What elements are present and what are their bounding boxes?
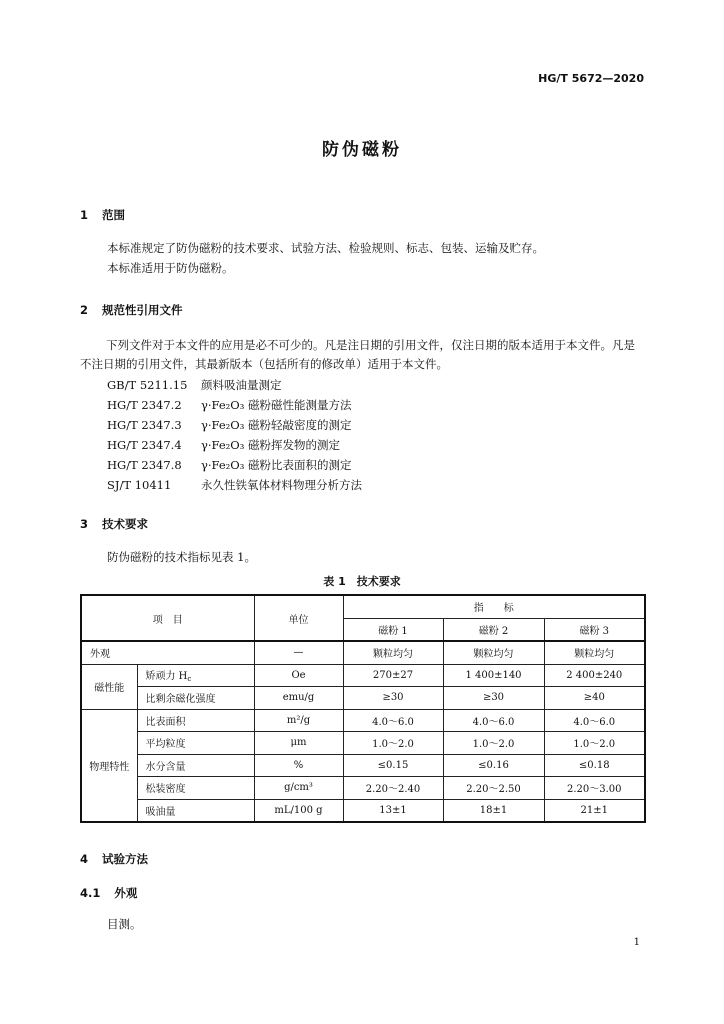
value-cell: 270±27: [343, 664, 443, 687]
unit-cell: %: [254, 754, 343, 777]
reference-title: 颜料吸油量测定: [201, 378, 282, 392]
section-2-intro: 下列文件对于本文件的应用是必不可少的。凡是注日期的引用文件，仅注日期的版本适用于本文件。凡是不注日期的引用文件，其最新版本（包括所有的修改单）适用于本文件。: [80, 338, 635, 371]
table-row: [81, 641, 645, 664]
group-label-physical: 物理特性: [81, 709, 137, 822]
document-title: 防伪磁粉: [322, 140, 402, 160]
item-name: 比剩余磁化强度: [137, 687, 254, 710]
reference-title: γ·Fe₂O₃ 磁粉挥发物的测定: [201, 438, 340, 452]
header-col: 磁粉 1: [343, 618, 443, 641]
table-row: [81, 732, 645, 755]
value-cell: 2.20～2.40: [343, 777, 443, 800]
value-cell: 13±1: [343, 799, 443, 822]
value-cell: 1.0～2.0: [544, 732, 645, 755]
value-cell: 4.0～6.0: [443, 709, 544, 732]
table-row: [81, 754, 645, 777]
value-cell: 1.0～2.0: [443, 732, 544, 755]
unit-cell: emu/g: [254, 687, 343, 710]
value-cell: ≤0.18: [544, 754, 645, 777]
reference-title: γ·Fe₂O₃ 磁粉比表面积的测定: [201, 458, 352, 472]
item-name-text: 矫顽力 H: [145, 671, 188, 683]
value-cell: 颗粒均匀: [343, 641, 443, 664]
table-row: [81, 799, 645, 822]
table-row: [81, 777, 645, 800]
unit-cell: —: [254, 641, 343, 664]
section-number: 4.1: [80, 886, 101, 900]
value-cell: ≥40: [544, 687, 645, 710]
table-header-row: [81, 595, 645, 618]
value-cell: 1.0～2.0: [343, 732, 443, 755]
section-title: 规范性引用文件: [102, 303, 183, 317]
item-name: 松装密度: [137, 777, 254, 800]
reference-item: [107, 437, 340, 453]
unit-cell: Oe: [254, 664, 343, 687]
table-row: [81, 664, 645, 687]
section-number: 3: [80, 517, 89, 531]
value-cell: 4.0～6.0: [343, 709, 443, 732]
value-cell: 颗粒均匀: [544, 641, 645, 664]
reference-code: HG/T 2347.3: [107, 418, 182, 432]
section-title: 技术要求: [102, 517, 149, 531]
section-title: 范围: [102, 208, 126, 222]
reference-code: HG/T 2347.2: [107, 398, 182, 412]
value-cell: ≤0.16: [443, 754, 544, 777]
section-1-paragraph-1: 本标准规定了防伪磁粉的技术要求、试验方法、检验规则、标志、包装、运输及贮存。: [107, 241, 544, 255]
reference-code: SJ/T 10411: [107, 478, 172, 492]
value-cell: 颗粒均匀: [443, 641, 544, 664]
header-item: 项 目: [81, 595, 254, 641]
standard-code: HG/T 5672—2020: [538, 72, 644, 85]
group-label-magnetic: 磁性能: [81, 664, 137, 709]
reference-title: γ·Fe₂O₃ 磁粉磁性能测量方法: [201, 398, 352, 412]
section-3-heading: [80, 516, 148, 532]
section-4-heading: [80, 851, 148, 867]
item-name: 比表面积: [137, 709, 254, 732]
reference-title: γ·Fe₂O₃ 磁粉轻敲密度的测定: [201, 418, 352, 432]
item-name: 水分含量: [137, 754, 254, 777]
reference-code: HG/T 2347.4: [107, 438, 182, 452]
item-name: [137, 664, 254, 687]
section-number: 4: [80, 852, 89, 866]
value-cell: 18±1: [443, 799, 544, 822]
item-name-subscript: c: [187, 675, 192, 684]
reference-item: [107, 397, 352, 413]
table-caption: 表 1 技术要求: [323, 575, 401, 588]
header-col: 磁粉 3: [544, 618, 645, 641]
section-4-1-heading: [80, 885, 137, 901]
group-label-appearance: 外观: [81, 641, 254, 664]
reference-item: [107, 477, 362, 493]
reference-code: HG/T 2347.8: [107, 458, 182, 472]
technical-requirements-table: [80, 594, 646, 823]
header-indicator: 指 标: [343, 595, 645, 618]
value-cell: 2 400±240: [544, 664, 645, 687]
section-3-paragraph: 防伪磁粉的技术指标见表 1。: [107, 550, 256, 564]
reference-item: [107, 417, 352, 433]
section-1-paragraph-2: 本标准适用于防伪磁粉。: [107, 261, 234, 275]
section-title: 外观: [114, 886, 138, 900]
section-title: 试验方法: [102, 852, 149, 866]
section-1-heading: [80, 207, 125, 223]
section-2-heading: [80, 302, 183, 318]
value-cell: 4.0～6.0: [544, 709, 645, 732]
reference-code: GB/T 5211.15: [107, 378, 188, 392]
item-name: 吸油量: [137, 799, 254, 822]
header-unit: 单位: [254, 595, 343, 641]
unit-cell: μm: [254, 732, 343, 755]
reference-item: [107, 377, 282, 393]
page-number: 1: [633, 937, 640, 948]
section-number: 1: [80, 208, 89, 222]
value-cell: 21±1: [544, 799, 645, 822]
unit-cell: g/cm³: [254, 777, 343, 800]
unit-cell: m²/g: [254, 709, 343, 732]
section-number: 2: [80, 303, 89, 317]
value-cell: 1 400±140: [443, 664, 544, 687]
header-col: 磁粉 2: [443, 618, 544, 641]
reference-title: 永久性铁氧体材料物理分析方法: [201, 478, 362, 492]
reference-item: [107, 457, 352, 473]
value-cell: 2.20～2.50: [443, 777, 544, 800]
value-cell: 2.20～3.00: [544, 777, 645, 800]
section-4-1-paragraph: 目测。: [107, 917, 142, 931]
table-row: [81, 687, 645, 710]
table-row: [81, 709, 645, 732]
value-cell: ≥30: [443, 687, 544, 710]
unit-cell: mL/100 g: [254, 799, 343, 822]
value-cell: ≤0.15: [343, 754, 443, 777]
value-cell: ≥30: [343, 687, 443, 710]
item-name: 平均粒度: [137, 732, 254, 755]
